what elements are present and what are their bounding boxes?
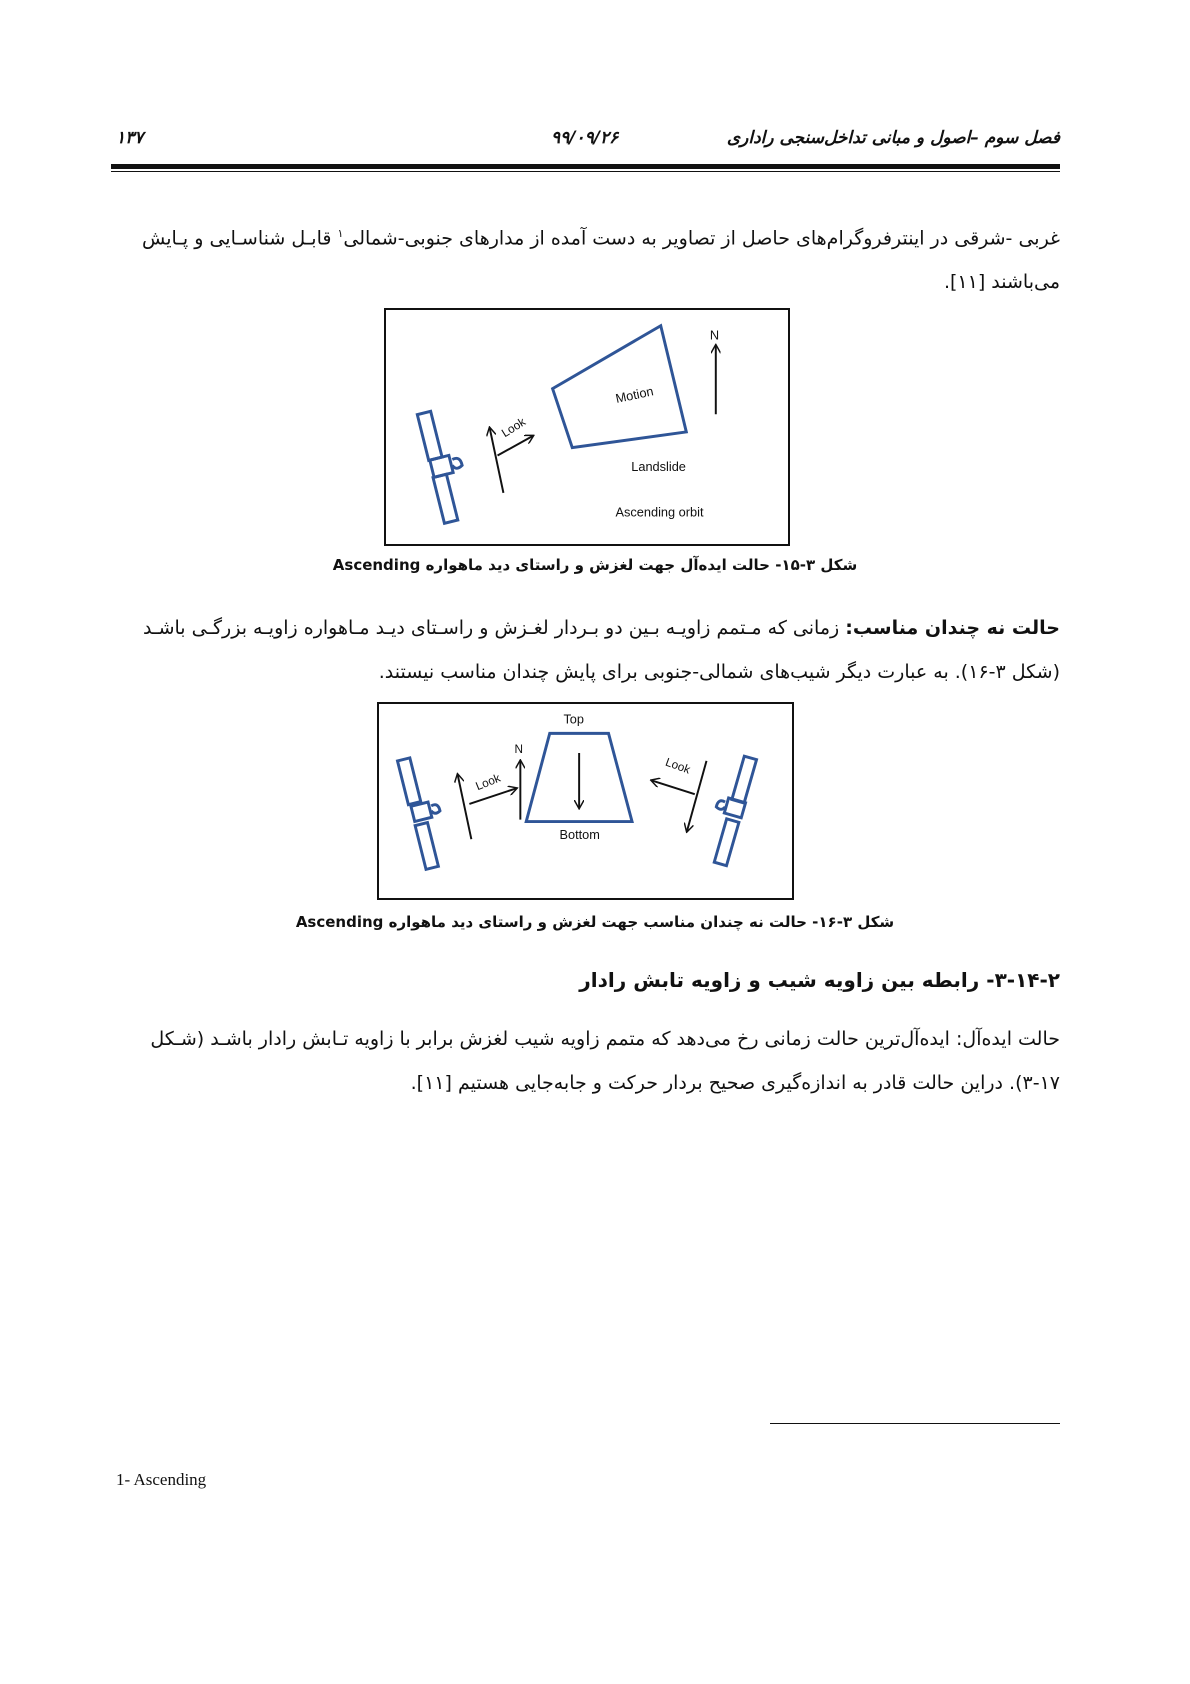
satellite-left-icon: [397, 758, 440, 869]
header-rule-thin: [111, 171, 1060, 172]
north-label: N: [709, 327, 720, 343]
intro-line-2: می‌باشند [۱۱].: [943, 271, 1060, 294]
para3-line-1: حالت ایده‌آل: ایده‌آل‌ترین حالت زمانی رخ می‌دهد که متمم زاویه شیب لغزش برابر با زاویه تـابش رادار باشـد (شـکل: [150, 1028, 1060, 1050]
header-rule-thick: [111, 164, 1060, 169]
para2-bold-lead: حالت نه چندان مناسب:: [845, 617, 1060, 639]
para2-line-2: (شکل ۳-۱۶). به عبارت دیگر شیب‌های شمالی-جنوبی برای پایش چندان مناسب نیستند.: [378, 661, 1060, 683]
flight-arrow-left: [458, 775, 472, 840]
header-date: ۹۹/۰۹/۲۶: [551, 128, 619, 148]
orbit-label: Ascending orbit: [615, 504, 704, 520]
intro-line-1: [116, 212, 1060, 260]
para3-line-2: ۳-۱۷). دراین حالت قادر به اندازه‌گیری صحیح بردار حرکت و جابه‌جایی هستیم [۱۱].: [410, 1072, 1060, 1094]
paragraph-2: [116, 606, 1060, 694]
section-heading: ۳-۱۴-۲- رابطه بین زاویه شیب و زاویه تابش رادار: [579, 968, 1060, 992]
landslide-polygon: [553, 326, 687, 448]
motion-label: Motion: [614, 383, 655, 406]
chapter-title: فصل سوم –اصول و مبانی تداخل‌سنجی راداری: [726, 128, 1060, 148]
look-label-left: Look: [473, 771, 503, 794]
figure2-caption: شکل ۳-۱۶- حالت نه چندان مناسب جهت لغزش و راستای دید ماهواره Ascending: [295, 913, 895, 931]
look-arrow-right: [652, 780, 695, 794]
footnote-rule: [770, 1423, 1060, 1424]
flight-arrow-right: [687, 761, 707, 832]
intro-text-a: غربی -شرقی در اینترفروگرام‌های حاصل از تصاویر به دست آمده از مدارهای جنوبی-شمالی: [343, 227, 1060, 250]
landslide-label: Landslide: [631, 459, 686, 475]
look-label-right: Look: [663, 755, 692, 777]
footnote: 1- Ascending: [116, 1470, 207, 1489]
footnote-ref[interactable]: ۱: [337, 227, 344, 240]
north-label-2: N: [514, 742, 523, 756]
figure1-caption: شکل ۳-۱۵- حالت ایده‌آل جهت لغزش و راستای دید ماهواره Ascending: [332, 556, 858, 574]
figure-unsuitable-landslide: [377, 702, 794, 900]
figure-ideal-landslide: [384, 308, 790, 546]
paragraph-3: [116, 1017, 1060, 1105]
page-number: ۱۳۷: [116, 128, 144, 148]
para2-line-1: [116, 606, 1060, 650]
page-header: [116, 128, 1060, 158]
flight-direction-arrow: [490, 428, 504, 493]
look-label: Look: [499, 415, 529, 440]
look-arrow-left: [469, 788, 516, 804]
top-label: Top: [563, 711, 584, 727]
para2-line-1-rest: زمانی که مـتمم زاویـه بـین دو بـردار لغـزش و راسـتای دیـد مـاهواره زاویـه بزرگـی باشـد: [143, 617, 846, 639]
satellite-icon: [417, 411, 462, 523]
satellite-right-icon: [714, 756, 756, 866]
intro-text-b: قابـل شناسـایی و پـایش: [142, 227, 338, 250]
look-arrow: [498, 436, 533, 456]
intro-paragraph: [116, 212, 1060, 304]
bottom-label: Bottom: [559, 827, 600, 843]
